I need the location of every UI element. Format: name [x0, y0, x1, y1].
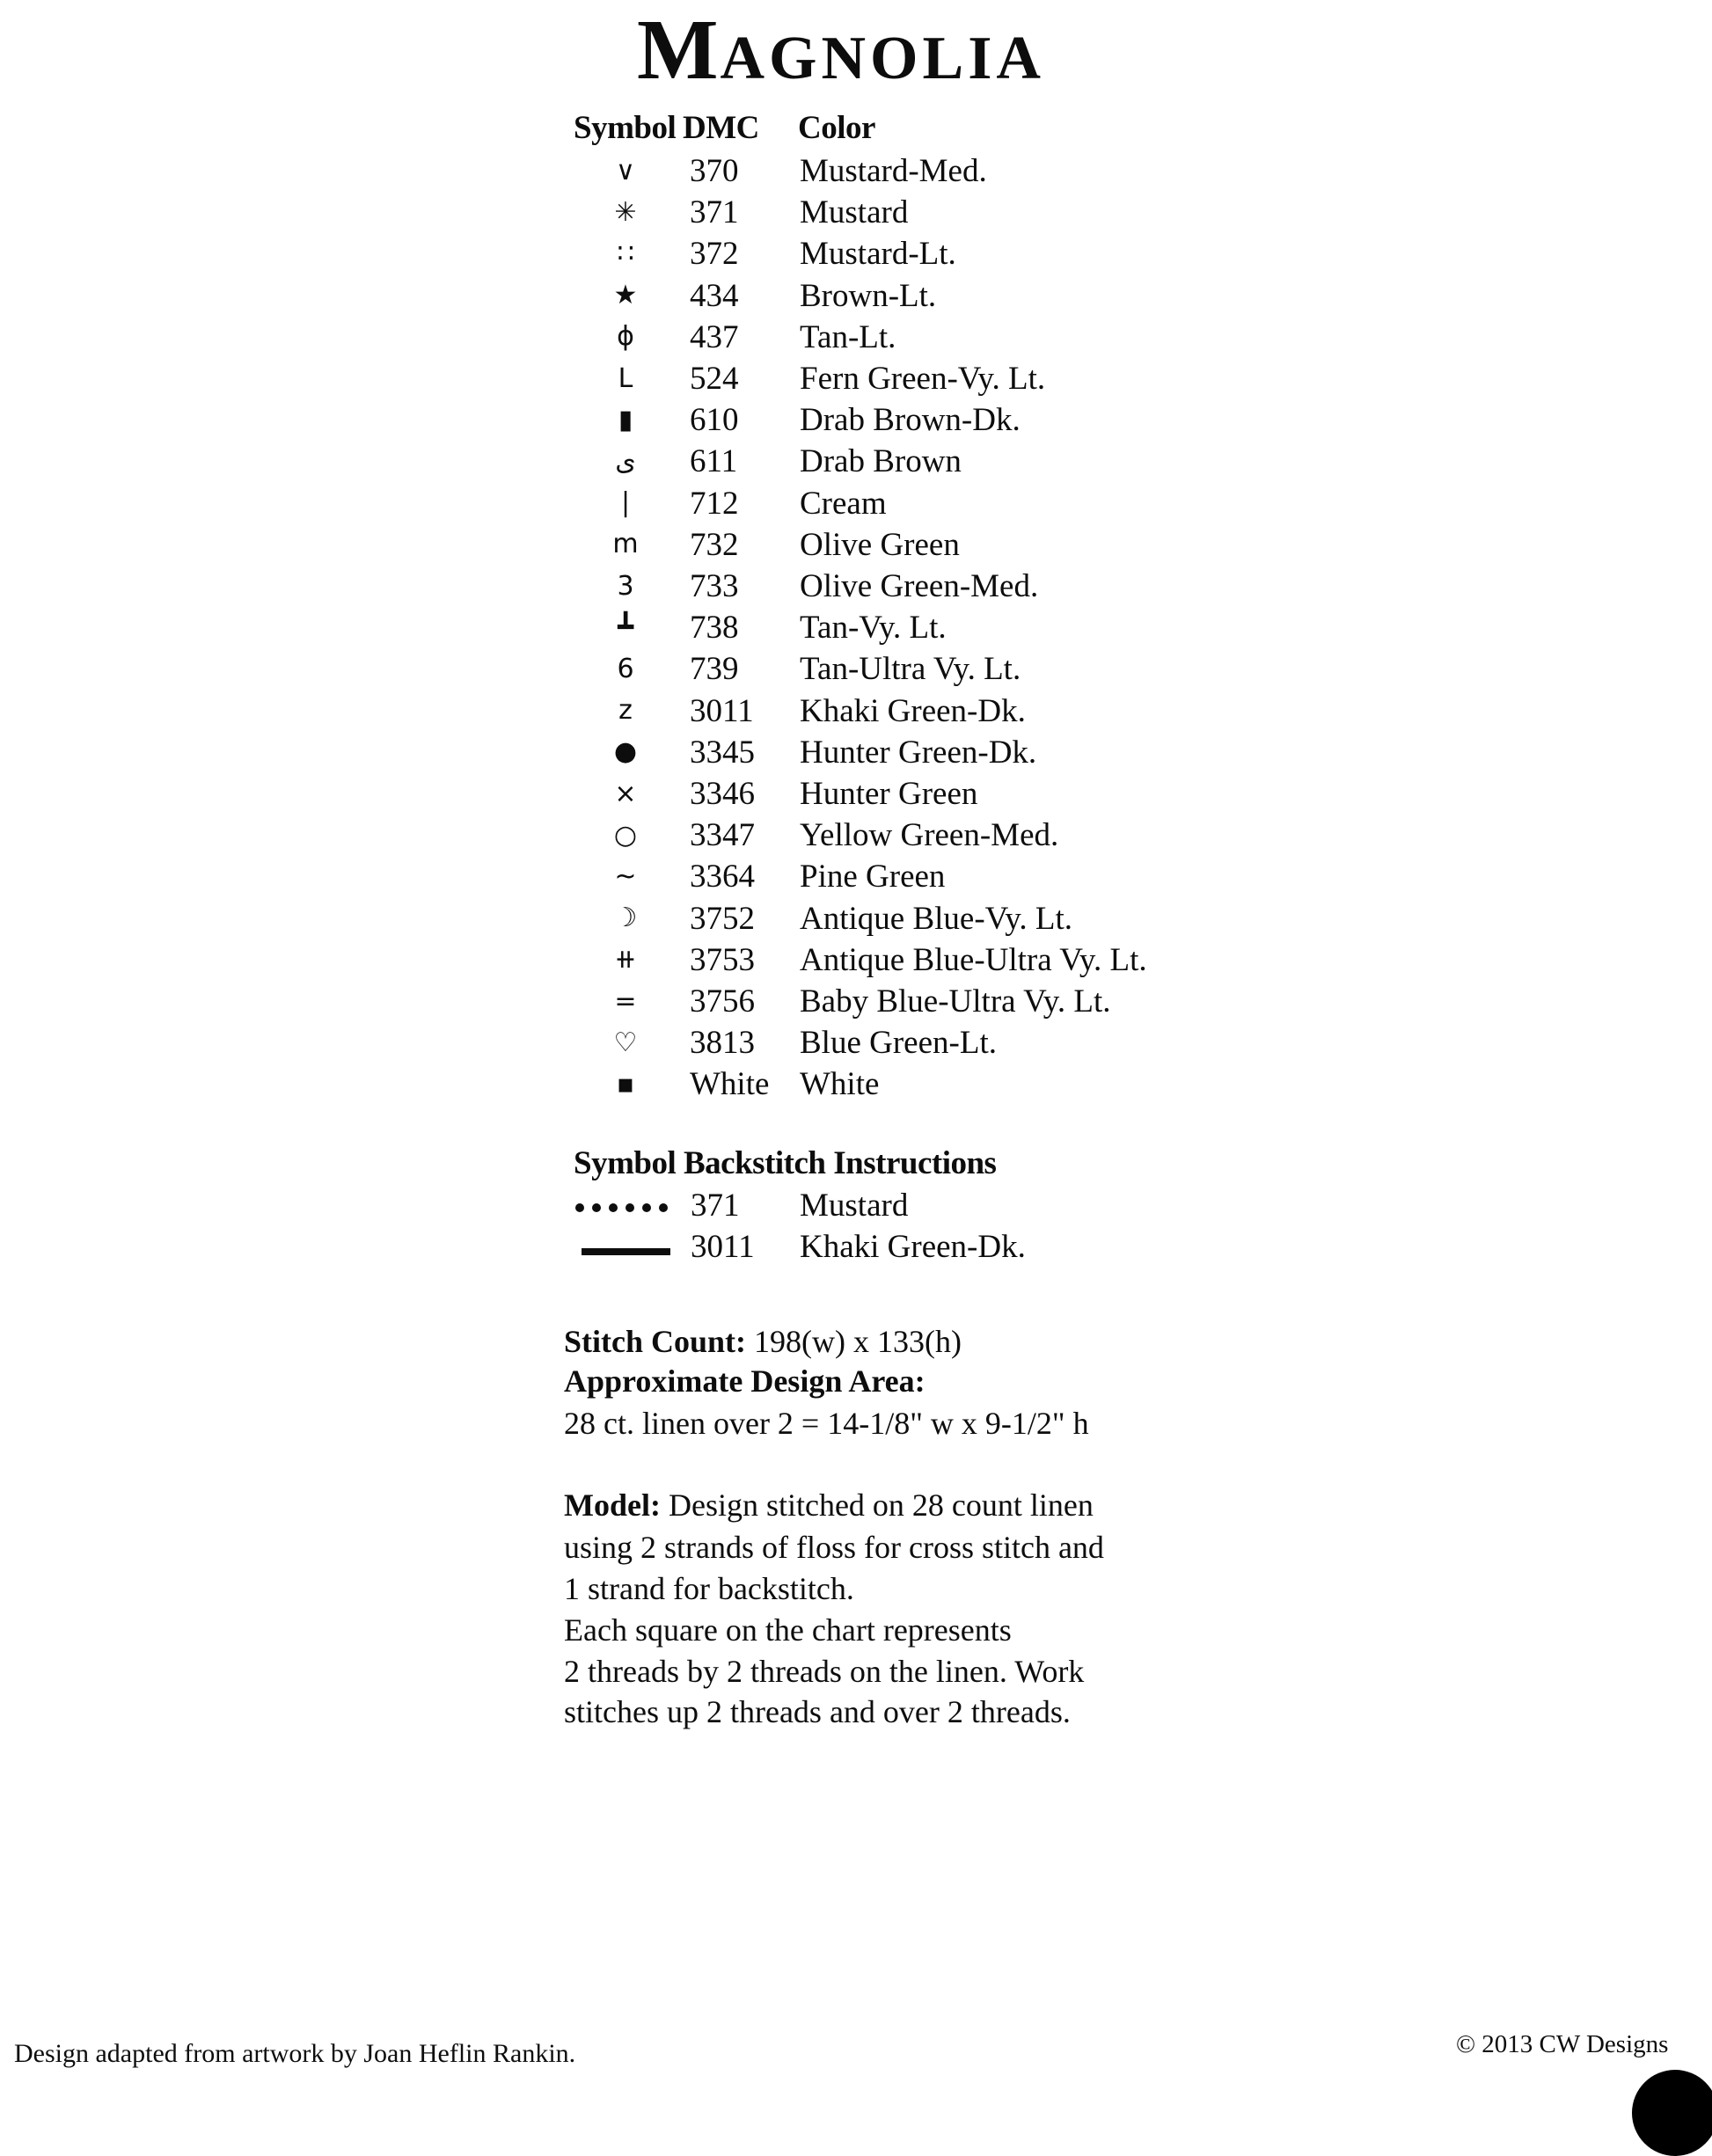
- color-name: Tan-Ultra Vy. Lt.: [800, 651, 1021, 688]
- legend-row: [0, 487, 1712, 523]
- dmc-number: 3364: [690, 859, 755, 895]
- artwork-credit: Design adapted from artwork by Joan Heflin Rankin.: [14, 2039, 576, 2068]
- color-name: Mustard-Med.: [800, 153, 987, 189]
- symbol-glyph: ∨: [616, 155, 635, 186]
- m-icon: [599, 529, 652, 561]
- title-initial: M: [637, 3, 721, 98]
- header-dmc: DMC: [683, 110, 759, 146]
- dmc-number: 732: [690, 526, 739, 563]
- symbol-glyph: ×: [614, 778, 637, 809]
- asterisk-icon: [599, 196, 652, 229]
- dmc-number: 3347: [690, 817, 755, 854]
- backstitch-dmc: 371: [691, 1188, 740, 1224]
- symbol-glyph: ▮: [618, 404, 633, 435]
- dmc-number: 3345: [690, 734, 755, 771]
- dmc-number: 610: [690, 402, 739, 439]
- crescent-icon: [599, 903, 652, 935]
- x-icon: [599, 778, 652, 810]
- open-circle-icon: [599, 819, 652, 851]
- symbol-glyph: ○: [613, 819, 638, 851]
- symbol-glyph: ┻: [617, 611, 634, 643]
- legend-row: [0, 941, 1712, 979]
- dmc-number: 437: [690, 318, 739, 355]
- dmc-number: 370: [690, 153, 739, 189]
- header-color: Color: [798, 110, 875, 146]
- stitch-count-label: Stitch Count:: [564, 1324, 747, 1359]
- color-name: Cream: [800, 485, 887, 522]
- copyright: © 2013 CW Designs: [1456, 2030, 1669, 2058]
- page-title: [637, 3, 1045, 98]
- color-name: Drab Brown: [800, 443, 962, 480]
- legend-row: [0, 318, 1712, 356]
- symbol-glyph: ♡: [613, 1027, 638, 1058]
- legend-row: [0, 692, 1712, 730]
- registration-dot-icon: [1632, 2070, 1712, 2156]
- filled-circle-icon: [599, 736, 652, 769]
- dmc-number: 738: [690, 610, 739, 647]
- symbol-glyph: z: [618, 695, 633, 727]
- stitch-count-value: 198(w) x 133(h): [754, 1324, 962, 1359]
- symbol-glyph: ى: [615, 445, 636, 477]
- triple-hash-icon: [599, 944, 652, 976]
- legend-row: [0, 736, 1712, 771]
- legend-row: [0, 570, 1712, 605]
- six-icon: [599, 653, 652, 685]
- symbol-glyph: ~: [614, 860, 637, 892]
- color-name: Pine Green: [800, 859, 946, 895]
- backstitch-header-symbol: Symbol: [574, 1145, 677, 1181]
- legend-row: [0, 611, 1712, 647]
- dmc-number: 733: [690, 568, 739, 604]
- legend-row: [0, 1068, 1712, 1103]
- four-dots-icon: [599, 238, 652, 270]
- legend-row: [0, 238, 1712, 273]
- stitch-count: [564, 1326, 962, 1357]
- model-line: [564, 1489, 1094, 1521]
- model-text: Design stitched on 28 count linen: [668, 1487, 1094, 1523]
- star-icon: [599, 280, 652, 312]
- color-name: Baby Blue-Ultra Vy. Lt.: [800, 983, 1111, 1020]
- z-icon: [599, 695, 652, 727]
- legend-row: [0, 1027, 1712, 1062]
- symbol-glyph: 6: [617, 653, 634, 684]
- symbol-glyph: m: [612, 529, 639, 560]
- model-line: using 2 strands of floss for cross stitch and: [564, 1530, 1104, 1565]
- model-line: 1 strand for backstitch.: [564, 1571, 854, 1606]
- symbol-glyph: ∷: [617, 238, 634, 269]
- tilde-icon: [599, 860, 652, 893]
- symbol-glyph: =: [614, 985, 637, 1017]
- s-curve-icon: [599, 445, 652, 478]
- legend-row: [0, 860, 1712, 895]
- design-area-label-text: Approximate Design Area:: [564, 1363, 926, 1399]
- color-name: Drab Brown-Dk.: [800, 402, 1021, 439]
- color-name: Brown-Lt.: [800, 277, 937, 314]
- legend-row: [0, 778, 1712, 813]
- symbol-glyph: ✳: [614, 196, 637, 228]
- dmc-number: 3753: [690, 941, 755, 978]
- title-rest: AGNOLIA: [720, 25, 1045, 92]
- vertical-line-icon: [599, 487, 652, 520]
- color-name: Mustard-Lt.: [800, 236, 956, 273]
- color-name: Olive Green-Med.: [800, 568, 1039, 604]
- color-name: Tan-Vy. Lt.: [800, 610, 947, 647]
- design-area-label: [564, 1365, 926, 1397]
- symbol-glyph: ɸ: [617, 321, 634, 353]
- l-icon: [599, 362, 652, 395]
- backstitch-color: Khaki Green-Dk.: [800, 1229, 1026, 1265]
- backstitch-header-instructions: Backstitch Instructions: [684, 1145, 997, 1181]
- solid-line-icon: [582, 1248, 670, 1255]
- model-line: stitches up 2 threads and over 2 threads.: [564, 1694, 1071, 1729]
- small-square-icon: [599, 1068, 652, 1100]
- color-name: Yellow Green-Med.: [800, 817, 1059, 854]
- color-name: Hunter Green: [800, 776, 978, 812]
- symbol-glyph: L: [618, 362, 633, 394]
- three-icon: [599, 570, 652, 603]
- color-name: Khaki Green-Dk.: [800, 692, 1026, 729]
- model-label: Model:: [564, 1487, 661, 1523]
- legend-row: [0, 445, 1712, 480]
- legend-row: [0, 404, 1712, 439]
- legend-row: [0, 653, 1712, 688]
- color-name: Fern Green-Vy. Lt.: [800, 361, 1046, 397]
- dmc-number: 739: [690, 651, 739, 688]
- legend-row: [0, 985, 1712, 1020]
- backstitch-dmc: 3011: [691, 1229, 755, 1265]
- equals-icon: [599, 985, 652, 1018]
- inverted-t-icon: [599, 611, 652, 644]
- legend-row: [0, 819, 1712, 854]
- legend-row: [0, 362, 1712, 398]
- legend-row: [0, 155, 1712, 190]
- phi-icon: [599, 321, 652, 354]
- heart-outline-icon: [599, 1027, 652, 1059]
- color-name: Olive Green: [800, 526, 960, 563]
- symbol-glyph: ★: [613, 280, 638, 311]
- dmc-number: 611: [690, 443, 738, 480]
- model-line: 2 threads by 2 threads on the linen. Work: [564, 1654, 1085, 1689]
- color-name: Antique Blue-Vy. Lt.: [800, 900, 1073, 937]
- color-name: Hunter Green-Dk.: [800, 734, 1037, 771]
- symbol-glyph: ▪: [616, 1068, 635, 1100]
- symbol-glyph: ⧺: [614, 944, 637, 976]
- legend-row: [0, 900, 1712, 938]
- color-name: Tan-Lt.: [800, 318, 896, 355]
- dmc-number: 372: [690, 236, 739, 273]
- backstitch-color: Mustard: [800, 1188, 909, 1224]
- dmc-number: 371: [690, 194, 739, 231]
- dmc-number: 434: [690, 277, 739, 314]
- model-line: Each square on the chart represents: [564, 1612, 1012, 1648]
- legend-row: [0, 196, 1712, 231]
- v-icon: [599, 155, 652, 187]
- symbol-glyph: 3: [617, 570, 634, 602]
- dmc-number: White: [690, 1066, 770, 1103]
- legend-row: [0, 277, 1712, 315]
- symbol-glyph: ☽: [613, 903, 638, 934]
- color-name: Antique Blue-Ultra Vy. Lt.: [800, 941, 1147, 978]
- dmc-number: 3752: [690, 900, 755, 937]
- header-symbol: Symbol: [574, 110, 677, 146]
- color-name: Blue Green-Lt.: [800, 1025, 997, 1062]
- dmc-number: 3346: [690, 776, 755, 812]
- dmc-number: 3813: [690, 1025, 755, 1062]
- dmc-number: 712: [690, 485, 739, 522]
- dmc-number: 3756: [690, 983, 755, 1020]
- design-area-value: 28 ct. linen over 2 = 14-1/8" w x 9-1/2" h: [564, 1406, 1089, 1441]
- color-name: Mustard: [800, 194, 909, 231]
- dotted-line-icon: [575, 1203, 668, 1212]
- color-name: White: [800, 1066, 880, 1103]
- dmc-number: 524: [690, 361, 739, 397]
- legend-row: [0, 526, 1712, 564]
- symbol-glyph: |: [620, 487, 631, 519]
- dmc-number: 3011: [690, 692, 754, 729]
- symbol-glyph: ●: [613, 736, 638, 768]
- filled-bar-icon: [599, 404, 652, 436]
